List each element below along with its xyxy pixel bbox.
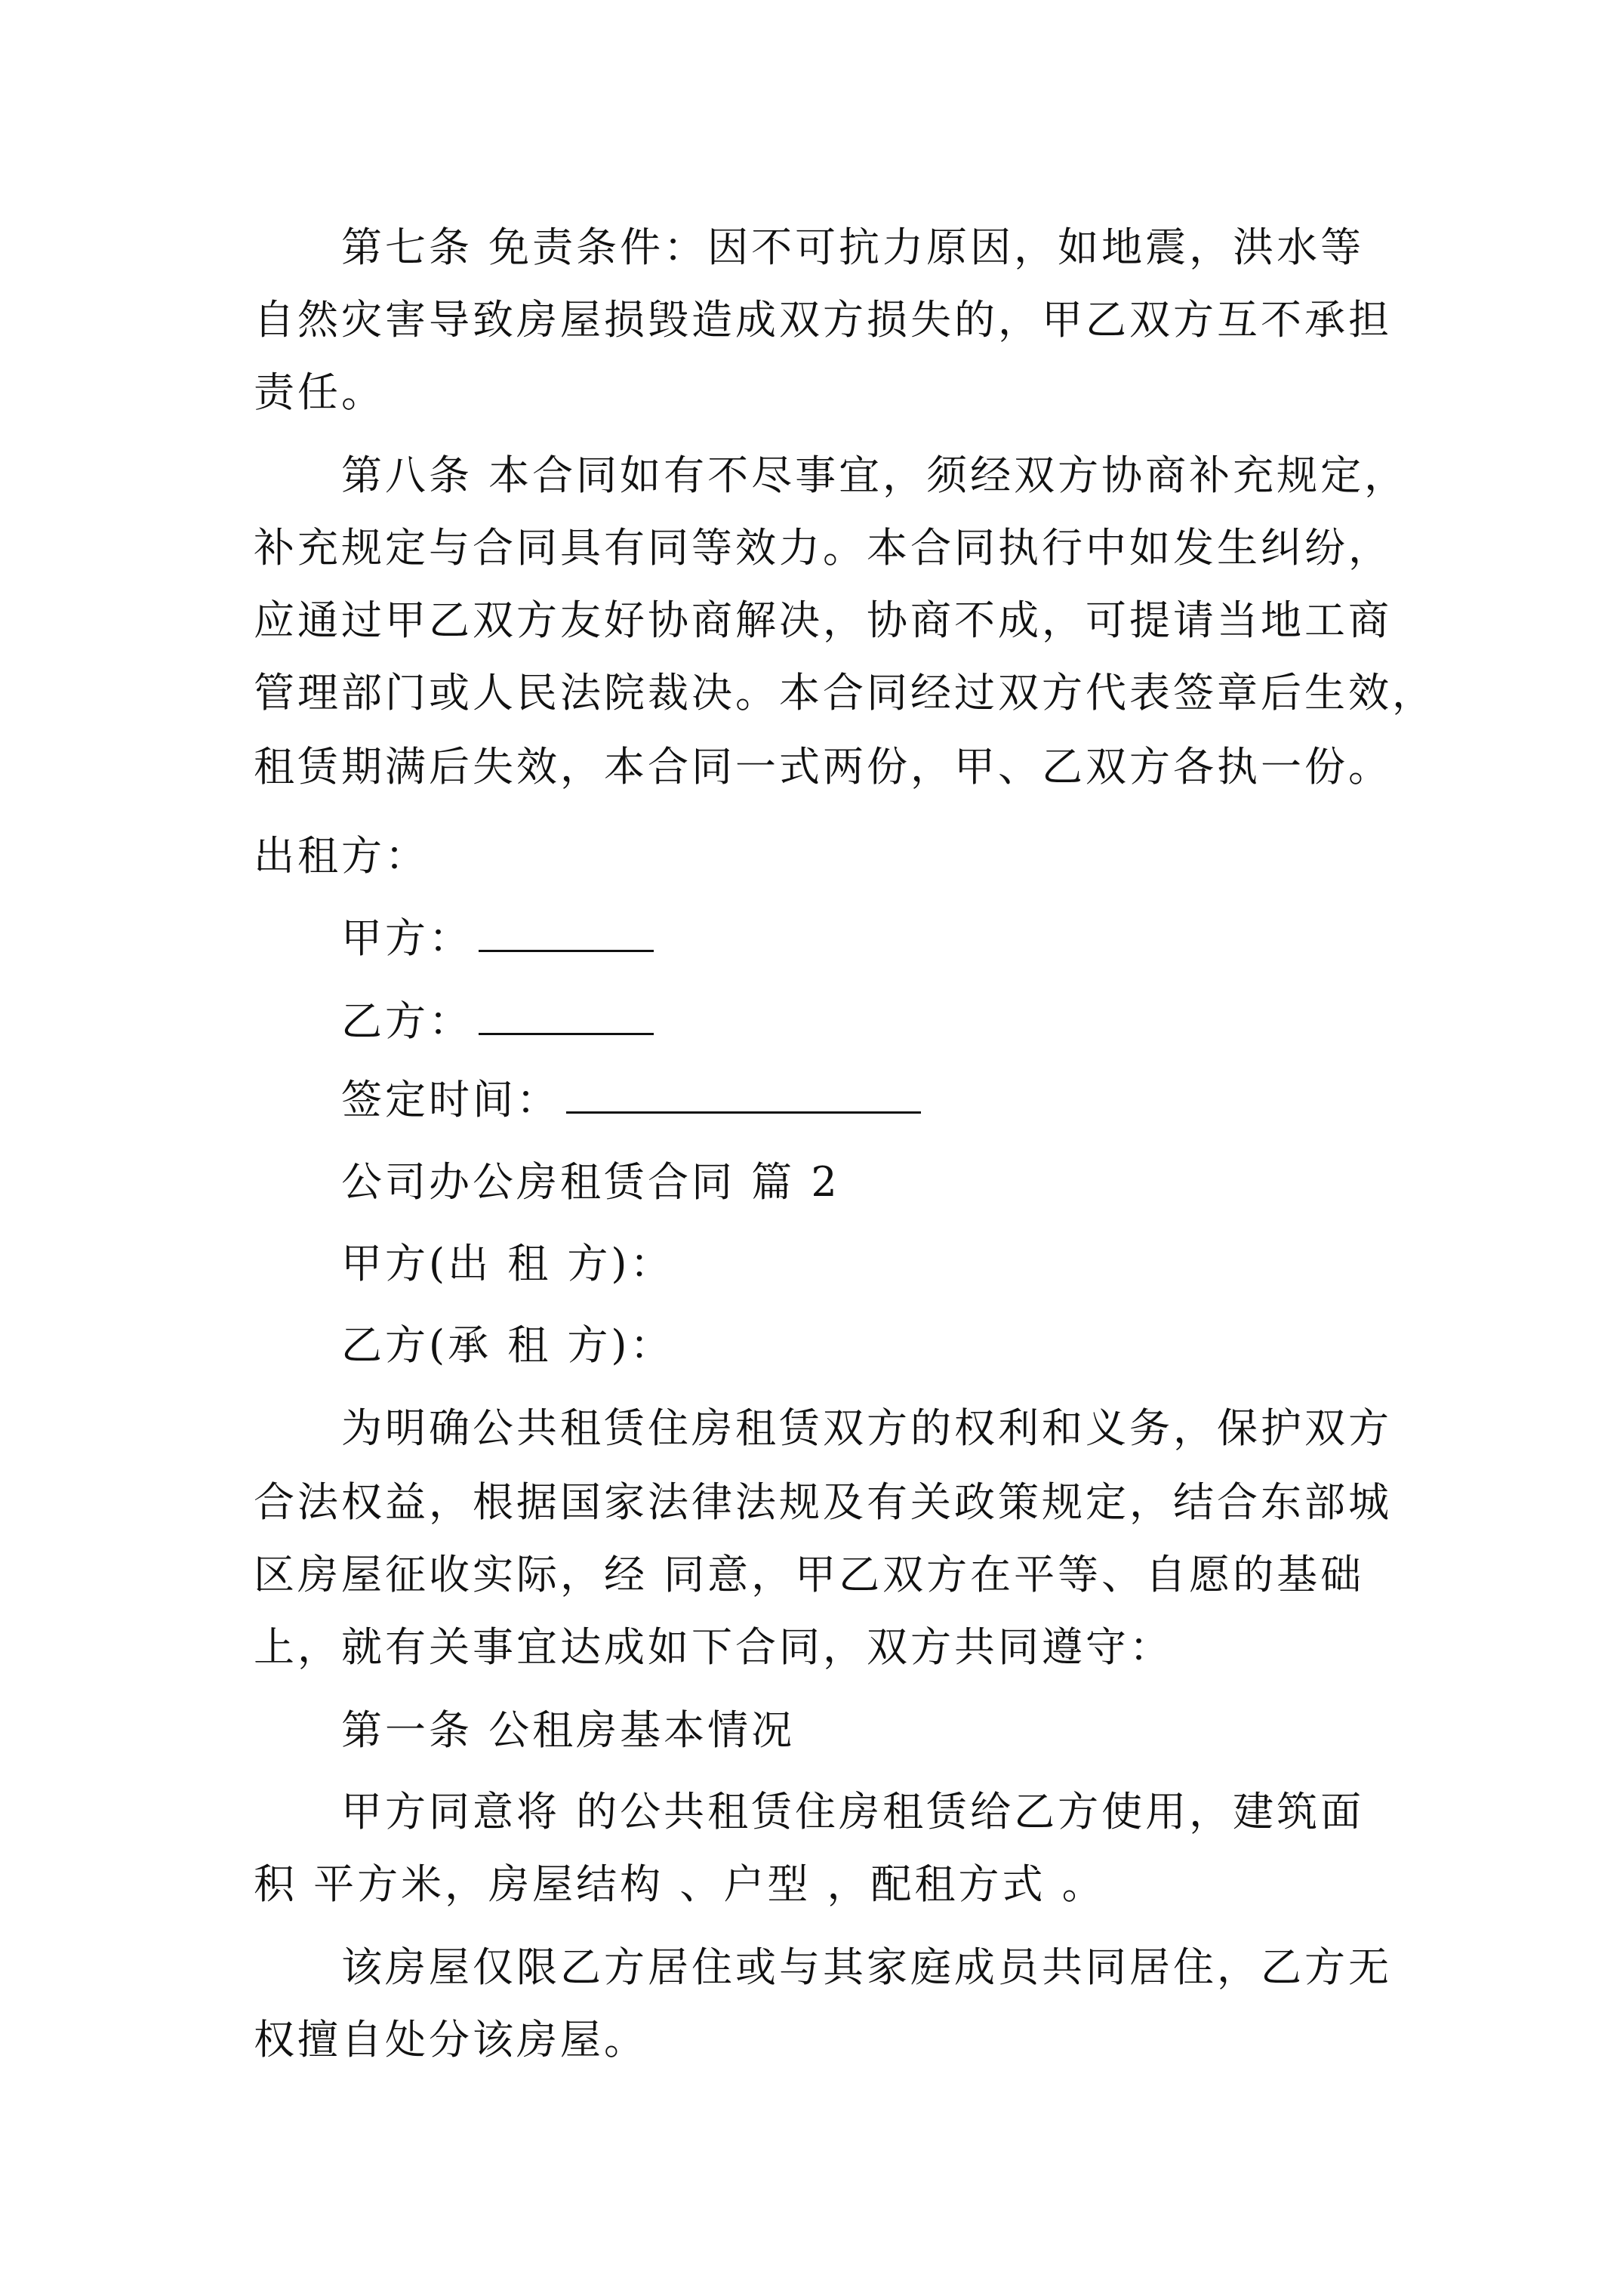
- sign-date-blank: [566, 1072, 921, 1114]
- article-8-line-1: 第八条 本合同如有不尽事宜，须经双方协商补充规定，: [341, 451, 1409, 499]
- sign-date-line: [341, 1072, 921, 1126]
- article-1-line-1: 甲方同意将 的公共租赁住房租赁给乙方使用，建筑面: [341, 1788, 1365, 1835]
- article-8-line-2: 补充规定与合同具有同等效力。本合同执行中如发生纠纷，: [254, 524, 1392, 572]
- party-a-signature-line: [341, 911, 654, 965]
- residence-line-1: 该房屋仅限乙方居住或与其家庭成员共同居住，乙方无: [341, 1943, 1392, 1991]
- article-1-heading: 第一条 公租房基本情况: [341, 1706, 796, 1754]
- article-8-line-4: 管理部门或人民法院裁决。本合同经过双方代表签章后生效，: [254, 669, 1436, 717]
- preamble-line-3: 区房屋征收实际，经 同意，甲乙双方在平等、自愿的基础: [254, 1551, 1365, 1598]
- article-7-line-1: 第七条 免责条件：因不可抗力原因，如地震，洪水等: [341, 223, 1365, 271]
- party-b-signature-line: [341, 994, 654, 1048]
- article-1-line-2: 积 平方米，房屋结构 、户型 ，配租方式 。: [254, 1860, 1106, 1908]
- preamble-line-2: 合法权益，根据国家法律法规及有关政策规定，结合东部城: [254, 1478, 1392, 1526]
- preamble-line-1: 为明确公共租赁住房租赁双方的权利和义务，保护双方: [341, 1404, 1392, 1452]
- section-title: 公司办公房租赁合同 篇 2: [341, 1158, 840, 1206]
- residence-line-2: 权擅自处分该房屋。: [254, 2016, 648, 2063]
- party-b-blank: [479, 994, 654, 1035]
- sign-date-label: 签定时间：: [341, 1076, 560, 1123]
- article-8-line-5: 租赁期满后失效，本合同一式两份，甲、乙双方各执一份。: [254, 743, 1392, 791]
- party-a-label: 甲方：: [341, 914, 473, 962]
- party-a-blank: [479, 911, 654, 952]
- preamble-line-4: 上，就有关事宜达成如下合同，双方共同遵守：: [254, 1623, 1173, 1671]
- article-7-line-2: 自然灾害导致房屋损毁造成双方损失的，甲乙双方互不承担: [254, 296, 1392, 344]
- lessor-label: 出租方：: [254, 832, 429, 880]
- article-7-line-3: 责任。: [254, 368, 385, 416]
- article-8-line-3: 应通过甲乙双方友好协商解决，协商不成，可提请当地工商: [254, 596, 1392, 644]
- party-a-lessor-line: 甲方(出 租 方)：: [341, 1240, 674, 1287]
- party-b-lessee-line: 乙方(承 租 方)：: [341, 1321, 674, 1369]
- party-b-label: 乙方：: [341, 997, 473, 1045]
